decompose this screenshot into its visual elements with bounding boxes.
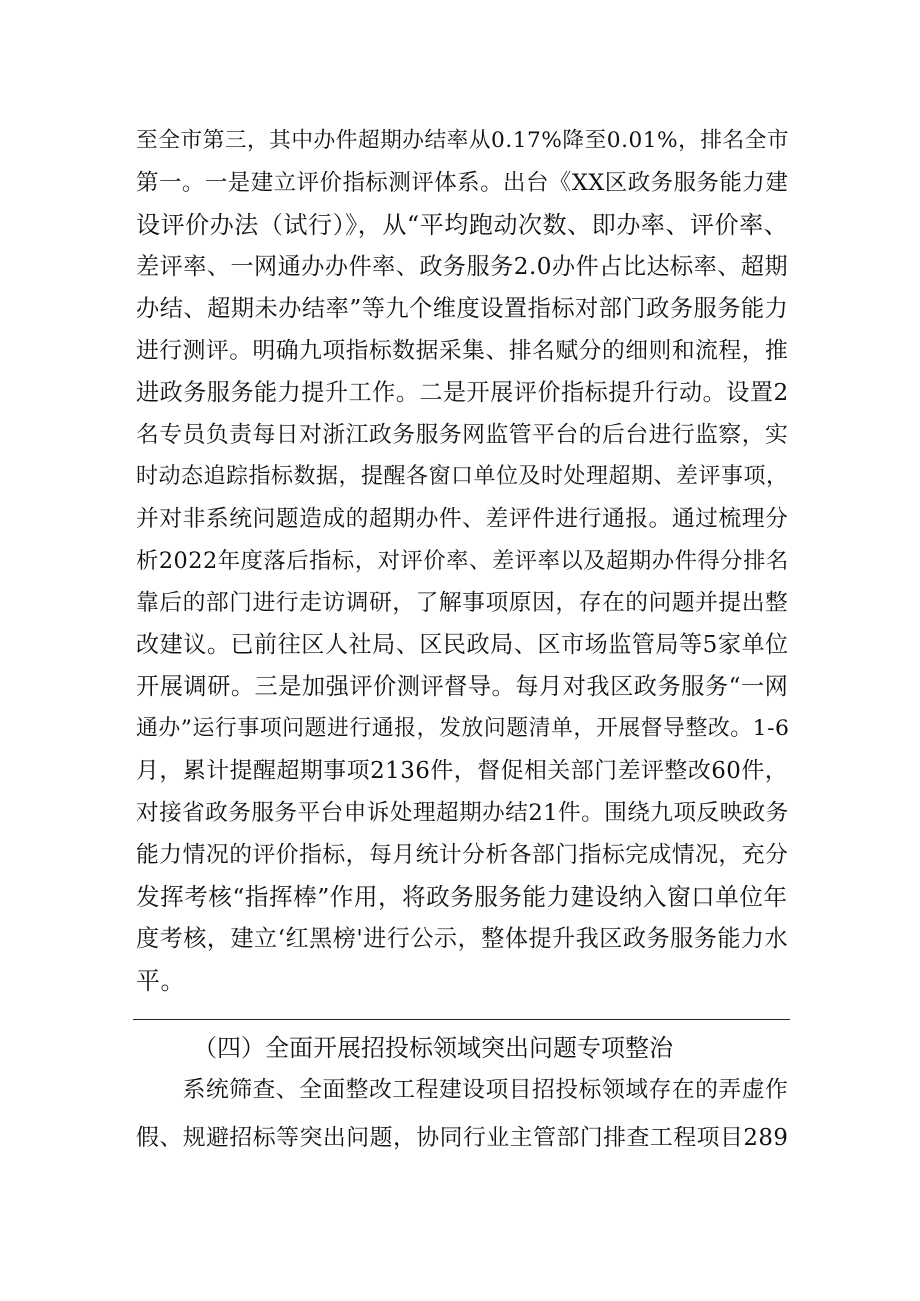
text-line: 开展调研。三是加强评价测评督导。每月对我区政务服务“一网 — [136, 673, 789, 700]
text-line: 第一。一是建立评价指标测评体系。出台《XX区政务服务能力建 — [136, 170, 789, 196]
text-line: 通办”运行事项问题进行通报，发放问题清单，开展督导整改。1-6 — [136, 716, 790, 741]
section-heading: （四）全面开展招投标领域突出问题专项整治 — [193, 1034, 673, 1062]
text-line: 月，累计提醒超期事项2136件，督促相关部门差评整改60件， — [136, 758, 789, 784]
text-line: 进政务服务能力提升工作。二是开展评价指标提升行动。设置2 — [136, 380, 789, 406]
text-line: 进行测评。明确九项指标数据采集、排名赋分的细则和流程，推 — [136, 338, 789, 364]
text-line: 度考核，建立‘红黑榜'进行公示，整体提升我区政务服务能力水 — [136, 926, 789, 952]
text-line: 靠后的部门进行走访调研，了解事项原因，存在的问题并提出整 — [136, 590, 789, 616]
text-line: 改建议。已前往区人社局、区民政局、区市场监管局等5家单位 — [136, 632, 789, 658]
text-line: 能力情况的评价指标，每月统计分析各部门指标完成情况，充分 — [136, 842, 789, 868]
horizontal-divider — [133, 1019, 790, 1020]
text-line: 名专员负责每日对浙江政务服务网监管平台的后台进行监察，实 — [136, 422, 789, 448]
text-line: 时动态追踪指标数据，提醒各窗口单位及时处理超期、差评事项， — [136, 464, 789, 489]
text-line: 发挥考核“指挥棒”作用，将政务服务能力建设纳入窗口单位年 — [136, 883, 788, 911]
text-line: 差评率、一网通办办件率、政务服务2.0办件占比达标率、超期 — [136, 254, 789, 280]
text-line: 至全市第三，其中办件超期办结率从0.17%降至0.01%，排名全市 — [136, 128, 790, 153]
text-line: 假、规避招标等突出问题，协同行业主管部门排查工程项目289 — [136, 1125, 789, 1151]
text-line: 析2022年度落后指标，对评价率、差评率以及超期办件得分排名 — [136, 548, 789, 574]
text-line: 平。 — [136, 967, 185, 995]
text-line: 并对非系统问题造成的超期办件、差评件进行通报。通过梳理分 — [136, 506, 789, 532]
text-line: 设评价办法（试行）》，从“平均跑动次数、即办率、评价率、 — [136, 211, 789, 239]
text-line: 办结、超期未办结率”等九个维度设置指标对部门政务服务能力 — [136, 295, 789, 322]
text-line: 对接省政务服务平台申诉处理超期办结21件。围绕九项反映政务 — [136, 800, 789, 826]
text-line: 系统筛查、全面整改工程建设项目招投标领域存在的弄虚作 — [136, 1077, 789, 1103]
